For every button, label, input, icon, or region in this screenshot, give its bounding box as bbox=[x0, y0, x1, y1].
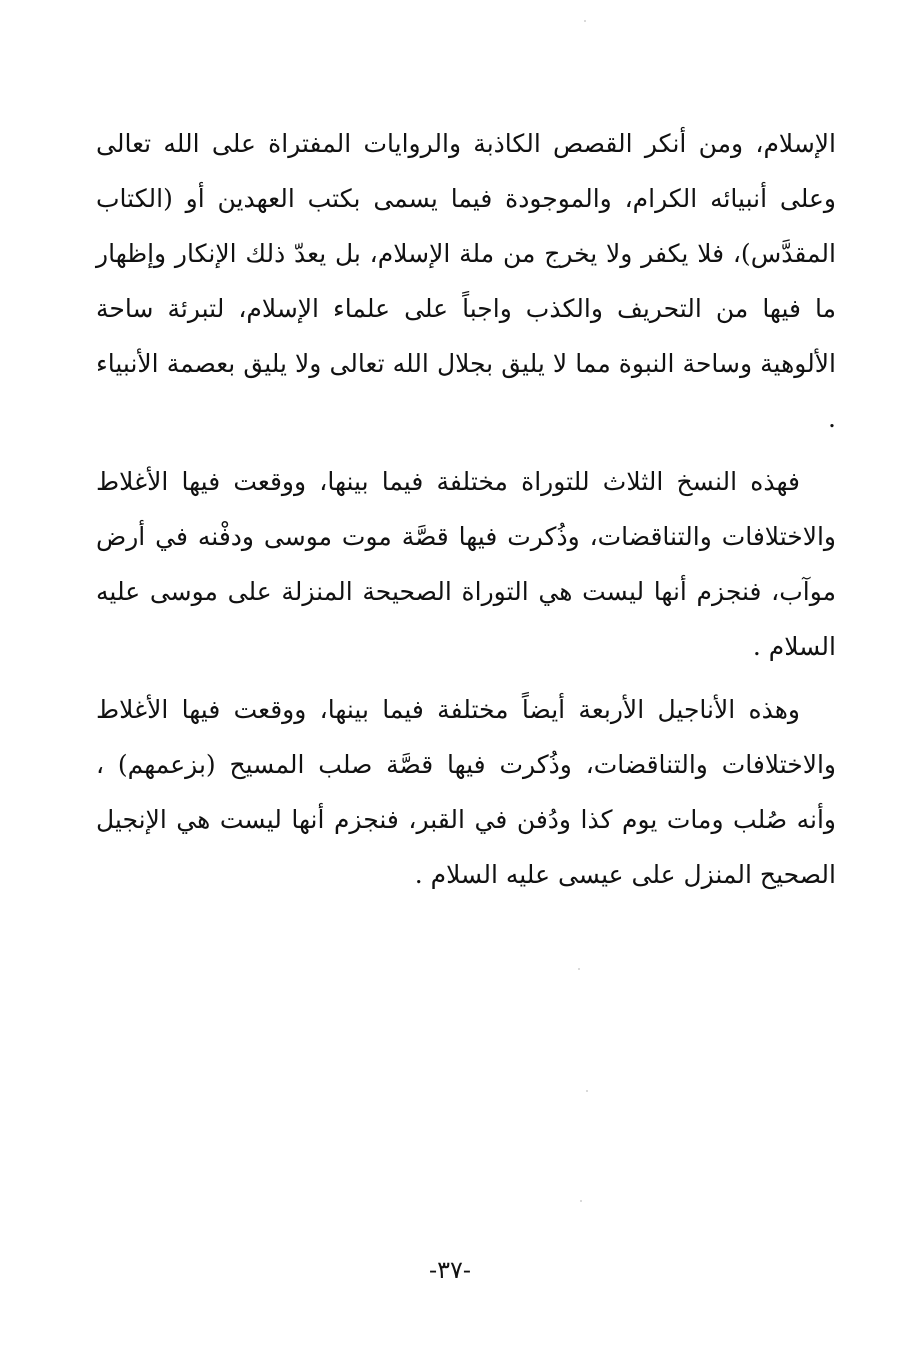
scan-speck bbox=[578, 968, 580, 970]
scan-speck bbox=[586, 1090, 588, 1092]
scan-speck bbox=[580, 1200, 582, 1202]
scan-speck bbox=[584, 20, 586, 22]
paragraph-3: وهذه الأناجيل الأربعة أيضاً مختلفة فيما بينها، ووقعت فيها الأغلاط والاختلافات والتناقضات، وذُكرت فيها قصَّة صلب المسيح (بزعمهم) ، وأنه صُلب ومات يوم كذا ودُفن في القبر، فنجزم أنها ليست هي الإنجيل الصحيح المنزل على عيسى عليه السلام . bbox=[96, 695, 836, 889]
body-text bbox=[96, 116, 836, 910]
paragraph-1: الإسلام، ومن أنكر القصص الكاذبة والروايات المفتراة على الله تعالى وعلى أنبيائه الكرام، والموجودة فيما يسمى بكتب العهدين أو (الكتاب المقدَّس)، فلا يكفر ولا يخرج من ملة الإسلام، بل يعدّ ذلك الإنكار وإظهار ما فيها من التحريف والكذب واجباً على علماء الإسلام، لتبرئة ساحة الألوهية وساحة النبوة مما لا يليق بجلال الله تعالى ولا يليق بعصمة الأنبياء . bbox=[96, 129, 836, 433]
page-number: -٣٧- bbox=[429, 1256, 471, 1284]
paragraph-2: فهذه النسخ الثلاث للتوراة مختلفة فيما بينها، ووقعت فيها الأغلاط والاختلافات والتناقضات، وذُكرت فيها قصَّة موت موسى ودفْنه في أرض موآب، فنجزم أنها ليست هي التوراة الصحيحة المنزلة على موسى عليه السلام . bbox=[96, 467, 836, 661]
